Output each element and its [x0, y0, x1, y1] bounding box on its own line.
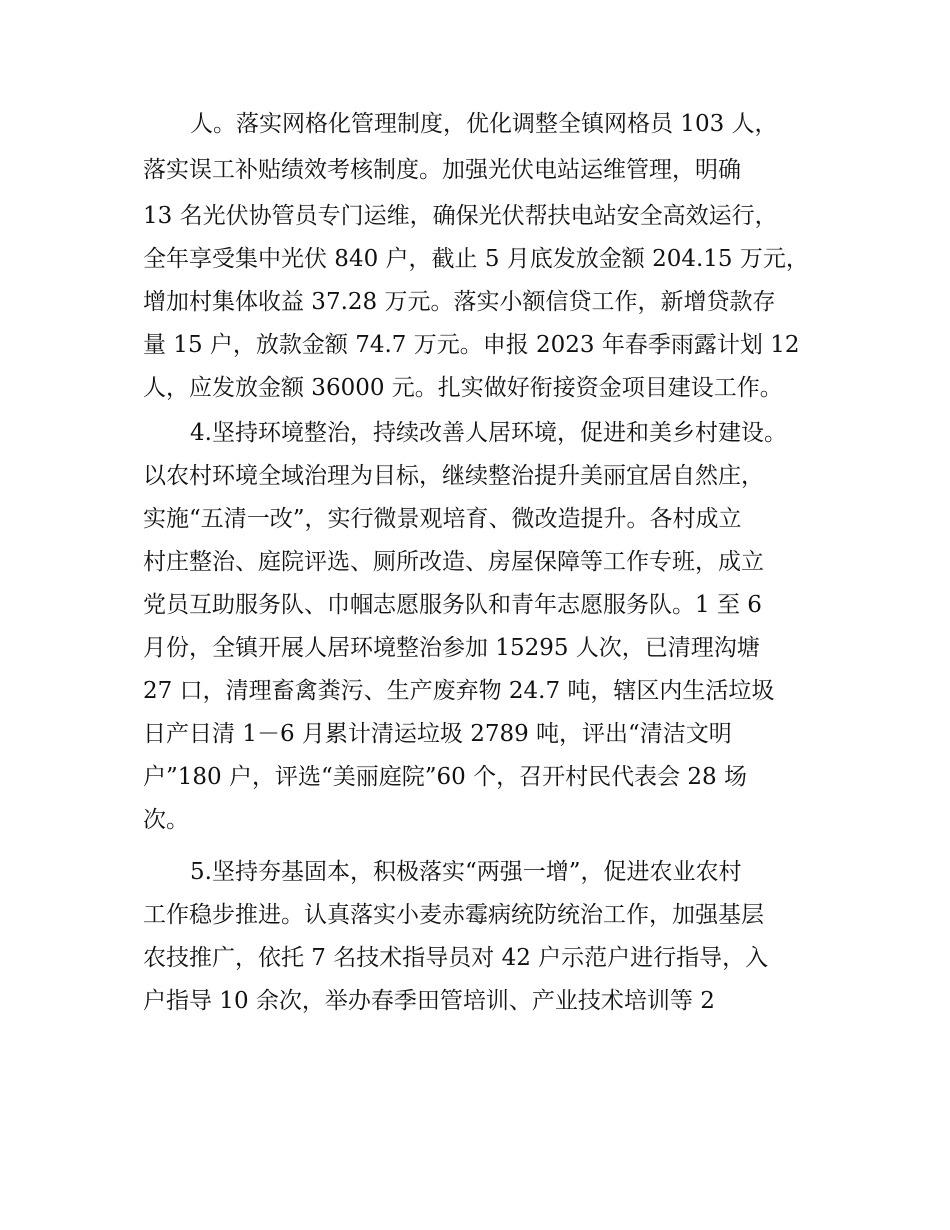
text-line: 农技推广，依托 7 名技术指导员对 42 户示范户进行指导，入	[143, 945, 769, 971]
text-line: 实施“五清一改”，实行微景观培育、微改造提升。各村成立	[143, 506, 742, 532]
text-line: 落实误工补贴绩效考核制度。加强光伏电站运维管理，明确	[143, 157, 741, 183]
text-line: 人。落实网格化管理制度，优化调整全镇网格员 103 人，	[190, 111, 778, 137]
text-line: 工作稳步推进。认真落实小麦赤霉病统防统治工作，加强基层	[143, 902, 764, 928]
text-line: 人，应发放金额 36000 元。扎实做好衔接资金项目建设工作。	[143, 375, 783, 401]
text-line: 13 名光伏协管员专门运维，确保光伏帮扶电站安全高效运行，	[143, 203, 778, 229]
text-line: 量 15 户，放款金额 74.7 万元。申报 2023 年春季雨露计划 12	[143, 332, 800, 358]
text-line: 日产日清 1－6 月累计清运垃圾 2789 吨，评出“清洁文明	[143, 721, 732, 747]
text-line: 党员互助服务队、巾帼志愿服务队和青年志愿服务队。1 至 6	[143, 592, 762, 618]
text-line: 全年享受集中光伏 840 户，截止 5 月底发放金额 204.15 万元，	[143, 246, 809, 272]
text-line: 增加村集体收益 37.28 万元。落实小额信贷工作，新增贷款存	[143, 289, 776, 315]
text-line: 27 口，清理畜禽粪污、生产废弃物 24.7 吨，辖区内生活垃圾	[143, 678, 775, 704]
text-line: 5.坚持夯基固本，积极落实“两强一增”，促进农业农村	[190, 859, 742, 885]
text-line: 4.坚持环境整治，持续改善人居环境，促进和美乡村建设。	[190, 420, 787, 446]
text-line: 户”180 户，评选“美丽庭院”60 个，召开村民代表会 28 场	[143, 764, 747, 790]
text-line: 村庄整治、庭院评选、厕所改造、房屋保障等工作专班，成立	[143, 549, 764, 575]
text-line: 月份，全镇开展人居环境整治参加 15295 人次，已清理沟塘	[143, 635, 760, 661]
text-line: 户指导 10 余次，举办春季田管培训、产业技术培训等 2	[143, 988, 715, 1014]
text-line: 以农村环境全域治理为目标，继续整治提升美丽宜居自然庄，	[143, 463, 764, 489]
text-line: 次。	[143, 807, 189, 833]
